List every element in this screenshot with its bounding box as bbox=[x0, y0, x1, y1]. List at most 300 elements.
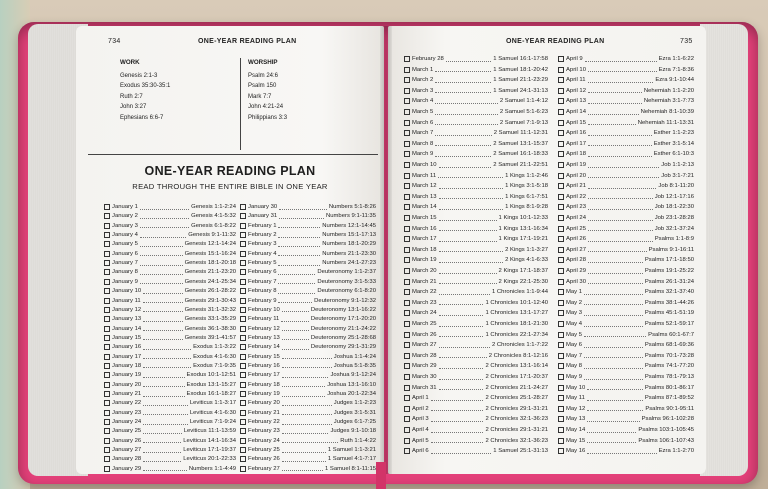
checkbox-icon[interactable] bbox=[404, 416, 410, 422]
running-header-right: ONE-YEAR READING PLAN bbox=[506, 38, 605, 45]
checkbox-icon[interactable] bbox=[240, 344, 246, 350]
checkbox-icon[interactable] bbox=[404, 183, 410, 189]
checkbox-icon[interactable] bbox=[104, 419, 110, 425]
checkbox-icon[interactable] bbox=[404, 300, 410, 306]
reading-row bbox=[404, 287, 548, 297]
checkbox-icon[interactable] bbox=[404, 279, 410, 285]
checkbox-icon[interactable] bbox=[104, 372, 110, 378]
checkbox-icon[interactable] bbox=[240, 232, 246, 238]
checkbox-icon[interactable] bbox=[104, 456, 110, 462]
checkbox-icon[interactable] bbox=[404, 385, 410, 391]
reading-passage: Numbers 1:1-4:49 bbox=[188, 465, 236, 472]
plan-title: ONE-YEAR READING PLAN bbox=[144, 164, 316, 178]
worship-heading: WORSHIP bbox=[248, 59, 278, 66]
checkbox-icon[interactable] bbox=[558, 257, 564, 263]
checkbox-icon[interactable] bbox=[404, 109, 410, 115]
reading-passage: Exodus 4:1-6:30 bbox=[193, 353, 236, 360]
reading-row bbox=[558, 351, 694, 361]
reading-row bbox=[404, 436, 548, 446]
checkbox-icon[interactable] bbox=[404, 438, 410, 444]
checkbox-icon[interactable] bbox=[558, 353, 564, 359]
checkbox-icon[interactable] bbox=[240, 251, 246, 257]
reading-date: February 19 bbox=[248, 391, 280, 397]
reading-date: March 6 bbox=[412, 119, 434, 126]
checkbox-icon[interactable] bbox=[104, 400, 110, 406]
reading-date: April 16 bbox=[566, 130, 586, 137]
checkbox-icon[interactable] bbox=[404, 120, 410, 126]
dot-leader bbox=[588, 279, 643, 284]
checkbox-icon[interactable] bbox=[404, 247, 410, 253]
checkbox-icon[interactable] bbox=[558, 363, 564, 369]
reading-passage: Job 1:1-2:13 bbox=[661, 162, 694, 168]
checkbox-icon[interactable] bbox=[240, 241, 246, 247]
reading-date: March 26 bbox=[412, 331, 437, 338]
dot-leader bbox=[140, 223, 189, 228]
reading-passage: 2 Samuel 7:1-9:13 bbox=[499, 119, 548, 126]
reading-passage: Numbers 24:1-27:23 bbox=[322, 260, 376, 267]
checkbox-icon[interactable] bbox=[558, 332, 564, 338]
dot-leader bbox=[282, 345, 309, 350]
checkbox-icon[interactable] bbox=[240, 288, 246, 294]
reading-date: February 7 bbox=[248, 278, 277, 285]
reading-date: April 4 bbox=[412, 427, 429, 433]
dot-leader bbox=[278, 242, 320, 247]
reading-date: February 2 bbox=[248, 232, 277, 239]
checkbox-icon[interactable] bbox=[404, 204, 410, 210]
reading-date: April 24 bbox=[566, 215, 586, 221]
left-page bbox=[76, 26, 384, 474]
reading-row bbox=[558, 255, 694, 265]
reading-passage: 1 Kings 10:1-12:33 bbox=[498, 215, 548, 221]
reading-passage: Job 32:1-37:24 bbox=[654, 225, 694, 232]
checkbox-icon[interactable] bbox=[404, 363, 410, 369]
reading-passage: Numbers 5:1-8:26 bbox=[328, 204, 376, 210]
checkbox-icon[interactable] bbox=[240, 391, 246, 397]
reading-row bbox=[404, 86, 548, 96]
work-reading: Exodus 35:30-35:1 bbox=[120, 83, 171, 89]
reading-passage: Ruth 1:1-4:22 bbox=[340, 437, 376, 444]
reading-passage: Psalms 106:1-107:43 bbox=[638, 437, 694, 444]
checkbox-icon[interactable] bbox=[558, 427, 564, 433]
checkbox-icon[interactable] bbox=[404, 194, 410, 200]
reading-passage: 2 Chronicles 32:1-36:23 bbox=[485, 416, 548, 423]
reading-passage: Joshua 9:1-12:24 bbox=[330, 372, 376, 379]
checkbox-icon[interactable] bbox=[404, 77, 410, 83]
reading-row bbox=[404, 404, 548, 414]
reading-passage: Deuteronomy 21:1-24:22 bbox=[310, 325, 376, 332]
reading-passage: Job 3:1-7:21 bbox=[661, 172, 694, 179]
checkbox-icon[interactable] bbox=[104, 232, 110, 238]
reading-passage: Deuteronomy 1:1-2:37 bbox=[317, 269, 376, 276]
checkbox-icon[interactable] bbox=[240, 326, 246, 332]
checkbox-icon[interactable] bbox=[558, 385, 564, 391]
dot-leader bbox=[588, 247, 647, 252]
reading-passage: Nehemiah 3:1-7:73 bbox=[643, 98, 694, 105]
checkbox-icon[interactable] bbox=[404, 353, 410, 359]
reading-passage: Psalms 80:1-86:17 bbox=[644, 384, 694, 391]
checkbox-icon[interactable] bbox=[104, 213, 110, 219]
checkbox-icon[interactable] bbox=[104, 466, 110, 472]
checkbox-icon[interactable] bbox=[104, 382, 110, 388]
checkbox-icon[interactable] bbox=[104, 410, 110, 416]
checkbox-icon[interactable] bbox=[558, 183, 564, 189]
checkbox-icon[interactable] bbox=[104, 288, 110, 294]
reading-passage: 1 Samuel 24:1-31:13 bbox=[493, 87, 548, 94]
reading-date: February 10 bbox=[248, 306, 280, 313]
reading-date: January 19 bbox=[112, 372, 142, 379]
dot-leader bbox=[282, 335, 309, 340]
dot-leader bbox=[278, 279, 315, 284]
checkbox-icon[interactable] bbox=[404, 98, 410, 104]
page-edges-right bbox=[700, 24, 748, 476]
dot-leader bbox=[282, 429, 329, 434]
reading-passage: 2 Chronicles 17:1-20:37 bbox=[485, 374, 548, 380]
ribbon-marker bbox=[376, 462, 386, 489]
checkbox-icon[interactable] bbox=[558, 173, 564, 179]
checkbox-icon[interactable] bbox=[558, 226, 564, 232]
reading-row bbox=[558, 139, 694, 149]
checkbox-icon[interactable] bbox=[104, 354, 110, 360]
checkbox-icon[interactable] bbox=[404, 151, 410, 157]
reading-passage: Exodus 1:1-3:22 bbox=[193, 344, 236, 351]
checkbox-icon[interactable] bbox=[104, 241, 110, 247]
reading-passage: Deuteronomy 6:1-8:20 bbox=[317, 288, 376, 295]
checkbox-icon[interactable] bbox=[404, 236, 410, 242]
checkbox-icon[interactable] bbox=[404, 448, 410, 454]
checkbox-icon[interactable] bbox=[558, 395, 564, 401]
reading-date: January 5 bbox=[112, 241, 138, 248]
checkbox-icon[interactable] bbox=[404, 395, 410, 401]
reading-row bbox=[404, 245, 548, 255]
checkbox-icon[interactable] bbox=[404, 310, 410, 316]
checkbox-icon[interactable] bbox=[558, 310, 564, 316]
reading-date: April 5 bbox=[412, 437, 429, 444]
reading-passage: Psalms 9:1-16:11 bbox=[648, 246, 694, 253]
reading-row bbox=[404, 118, 548, 128]
reading-passage: Psalms 52:1-59:17 bbox=[644, 321, 694, 327]
checkbox-icon[interactable] bbox=[558, 374, 564, 380]
dot-leader bbox=[587, 385, 643, 390]
dot-leader bbox=[584, 353, 643, 358]
checkbox-icon[interactable] bbox=[558, 406, 564, 412]
reading-passage: Deuteronomy 13:1-16:22 bbox=[310, 306, 376, 313]
reading-passage: 2 Kings 1:1-3:27 bbox=[505, 246, 548, 253]
reading-passage: Leviticus 7:1-9:24 bbox=[189, 419, 236, 426]
worship-reading: Philippians 3:3 bbox=[248, 114, 288, 121]
dot-leader bbox=[278, 270, 315, 275]
checkbox-icon[interactable] bbox=[240, 428, 246, 434]
reading-passage: Genesis 36:1-38:30 bbox=[184, 325, 236, 332]
reading-passage: 2 Samuel 13:1-15:37 bbox=[493, 140, 548, 147]
reading-row bbox=[558, 287, 694, 297]
reading-date: January 15 bbox=[112, 334, 142, 341]
checkbox-icon[interactable] bbox=[104, 260, 110, 266]
reading-date: January 10 bbox=[112, 288, 142, 295]
reading-date: February 12 bbox=[248, 325, 280, 332]
checkbox-icon[interactable] bbox=[240, 382, 246, 388]
checkbox-icon[interactable] bbox=[104, 391, 110, 397]
dot-leader bbox=[588, 194, 653, 199]
checkbox-icon[interactable] bbox=[240, 354, 246, 360]
reading-date: February 1 bbox=[248, 222, 277, 229]
checkbox-icon[interactable] bbox=[558, 289, 564, 295]
reading-passage: Psalms 96:1-102:28 bbox=[641, 416, 694, 423]
checkbox-icon[interactable] bbox=[404, 289, 410, 295]
checkbox-icon[interactable] bbox=[558, 247, 564, 253]
checkbox-icon[interactable] bbox=[558, 67, 564, 73]
checkbox-icon[interactable] bbox=[558, 141, 564, 147]
checkbox-icon[interactable] bbox=[240, 269, 246, 275]
reading-passage: 2 Chronicles 32:1-36:23 bbox=[485, 437, 548, 444]
checkbox-icon[interactable] bbox=[404, 226, 410, 232]
checkbox-icon[interactable] bbox=[558, 120, 564, 126]
reading-row bbox=[558, 86, 694, 96]
dot-leader bbox=[140, 251, 183, 256]
checkbox-icon[interactable] bbox=[104, 204, 110, 210]
dot-leader bbox=[588, 67, 657, 72]
work-column bbox=[120, 58, 170, 123]
dot-leader bbox=[439, 279, 497, 284]
checkbox-icon[interactable] bbox=[404, 130, 410, 136]
reading-passage: Judges 1:1-2:23 bbox=[333, 400, 376, 407]
reading-date: March 10 bbox=[412, 162, 437, 168]
checkbox-icon[interactable] bbox=[404, 374, 410, 380]
reading-passage: 2 Kings 22:1-25:30 bbox=[498, 278, 548, 285]
checkbox-icon[interactable] bbox=[240, 410, 246, 416]
reading-date: April 6 bbox=[412, 448, 429, 455]
reading-passage: Psalms 103:1-105:45 bbox=[638, 427, 694, 433]
checkbox-icon[interactable] bbox=[104, 363, 110, 369]
reading-passage: Job 23:1-28:28 bbox=[654, 215, 694, 221]
dot-leader bbox=[435, 67, 491, 72]
checkbox-icon[interactable] bbox=[240, 260, 246, 266]
checkbox-icon[interactable] bbox=[104, 223, 110, 229]
checkbox-icon[interactable] bbox=[240, 298, 246, 304]
checkbox-icon[interactable] bbox=[104, 269, 110, 275]
checkbox-icon[interactable] bbox=[558, 130, 564, 136]
reading-passage: Esther 1:1-2:23 bbox=[653, 130, 694, 137]
checkbox-icon[interactable] bbox=[240, 213, 246, 219]
checkbox-icon[interactable] bbox=[104, 298, 110, 304]
checkbox-icon[interactable] bbox=[558, 204, 564, 210]
reading-passage: Numbers 9:1-11:35 bbox=[326, 213, 376, 220]
dot-leader bbox=[435, 110, 498, 115]
dot-leader bbox=[435, 99, 498, 104]
reading-date: January 20 bbox=[112, 381, 142, 388]
dot-leader bbox=[143, 289, 182, 294]
reading-passage: Ezra 7:1-8:36 bbox=[658, 66, 694, 73]
reading-row bbox=[404, 181, 548, 191]
checkbox-icon[interactable] bbox=[558, 448, 564, 454]
checkbox-icon[interactable] bbox=[404, 268, 410, 274]
reading-row bbox=[558, 96, 694, 106]
reading-date: January 6 bbox=[112, 250, 138, 257]
reading-date: April 12 bbox=[566, 87, 586, 94]
reading-passage: Leviticus 17:1-19:37 bbox=[183, 447, 236, 454]
reading-row bbox=[404, 361, 548, 371]
checkbox-icon[interactable] bbox=[104, 316, 110, 322]
checkbox-icon[interactable] bbox=[404, 332, 410, 338]
checkbox-icon[interactable] bbox=[404, 67, 410, 73]
checkbox-icon[interactable] bbox=[104, 428, 110, 434]
page-number-left: 734 bbox=[108, 38, 121, 45]
checkbox-icon[interactable] bbox=[240, 307, 246, 313]
checkbox-icon[interactable] bbox=[240, 438, 246, 444]
dot-leader bbox=[439, 300, 484, 305]
dot-leader bbox=[439, 385, 484, 390]
checkbox-icon[interactable] bbox=[558, 300, 564, 306]
reading-date: February 13 bbox=[248, 334, 280, 341]
reading-row bbox=[404, 298, 548, 308]
checkbox-icon[interactable] bbox=[104, 251, 110, 257]
reading-date: May 4 bbox=[566, 321, 583, 327]
reading-passage: Job 8:1-11:20 bbox=[658, 183, 694, 190]
reading-date: May 12 bbox=[566, 405, 586, 412]
reading-passage: 2 Samuel 11:1-12:31 bbox=[493, 130, 548, 137]
reading-passage: Joshua 20:1-22:34 bbox=[327, 391, 376, 397]
checkbox-icon[interactable] bbox=[240, 466, 246, 472]
dot-leader bbox=[588, 152, 652, 157]
reading-passage: 1 Chronicles 22:1-27:34 bbox=[485, 331, 548, 338]
checkbox-icon[interactable] bbox=[104, 279, 110, 285]
reading-row bbox=[404, 107, 548, 117]
checkbox-icon[interactable] bbox=[558, 279, 564, 285]
checkbox-icon[interactable] bbox=[558, 438, 564, 444]
reading-date: May 7 bbox=[566, 352, 583, 359]
dot-leader bbox=[588, 269, 643, 274]
checkbox-icon[interactable] bbox=[240, 419, 246, 425]
checkbox-icon[interactable] bbox=[240, 316, 246, 322]
dot-leader bbox=[143, 410, 188, 415]
checkbox-icon[interactable] bbox=[558, 56, 564, 62]
reading-passage: 1 Samuel 16:1-17:58 bbox=[493, 56, 548, 62]
reading-row bbox=[558, 393, 694, 403]
reading-row bbox=[240, 464, 376, 474]
dot-leader bbox=[282, 410, 332, 415]
dot-leader bbox=[143, 363, 191, 368]
plan-subtitle: READ THROUGH THE ENTIRE BIBLE IN ONE YEAR bbox=[132, 182, 328, 191]
checkbox-icon[interactable] bbox=[240, 335, 246, 341]
dot-leader bbox=[140, 261, 183, 266]
reading-date: January 14 bbox=[112, 325, 142, 332]
checkbox-icon[interactable] bbox=[240, 372, 246, 378]
reading-date: April 29 bbox=[566, 268, 586, 274]
checkbox-icon[interactable] bbox=[558, 342, 564, 348]
checkbox-icon[interactable] bbox=[558, 321, 564, 327]
checkbox-icon[interactable] bbox=[558, 194, 564, 200]
reading-passage: 2 Chronicles 25:1-28:27 bbox=[485, 395, 548, 402]
dot-leader bbox=[282, 466, 323, 471]
reading-row bbox=[558, 245, 694, 255]
checkbox-icon[interactable] bbox=[240, 223, 246, 229]
reading-date: February 16 bbox=[248, 362, 280, 369]
checkbox-icon[interactable] bbox=[404, 257, 410, 263]
reading-passage: Judges 3:1-5:31 bbox=[333, 409, 376, 416]
checkbox-icon[interactable] bbox=[104, 307, 110, 313]
reading-date: January 9 bbox=[112, 278, 138, 285]
checkbox-icon[interactable] bbox=[240, 363, 246, 369]
worship-reading: John 4:21-24 bbox=[248, 104, 284, 110]
dot-leader bbox=[278, 251, 320, 256]
checkbox-icon[interactable] bbox=[404, 342, 410, 348]
dot-leader bbox=[282, 326, 309, 331]
checkbox-icon[interactable] bbox=[240, 400, 246, 406]
checkbox-icon[interactable] bbox=[104, 335, 110, 341]
reading-date: March 30 bbox=[412, 374, 437, 380]
checkbox-icon[interactable] bbox=[240, 447, 246, 453]
checkbox-icon[interactable] bbox=[404, 141, 410, 147]
dot-leader bbox=[588, 88, 642, 93]
dot-leader bbox=[588, 226, 653, 231]
reading-date: February 26 bbox=[248, 456, 280, 463]
reading-passage: Psalms 87:1-89:52 bbox=[644, 395, 694, 402]
checkbox-icon[interactable] bbox=[240, 279, 246, 285]
checkbox-icon[interactable] bbox=[404, 88, 410, 94]
checkbox-icon[interactable] bbox=[104, 438, 110, 444]
checkbox-icon[interactable] bbox=[558, 88, 564, 94]
dot-leader bbox=[438, 173, 503, 178]
checkbox-icon[interactable] bbox=[558, 236, 564, 242]
checkbox-icon[interactable] bbox=[558, 215, 564, 221]
checkbox-icon[interactable] bbox=[404, 427, 410, 433]
checkbox-icon[interactable] bbox=[558, 416, 564, 422]
book-gutter bbox=[380, 26, 392, 474]
reading-date: May 13 bbox=[566, 416, 586, 423]
checkbox-icon[interactable] bbox=[240, 204, 246, 210]
reading-date: March 24 bbox=[412, 310, 437, 317]
dot-leader bbox=[282, 457, 326, 462]
checkbox-icon[interactable] bbox=[404, 162, 410, 168]
reading-date: January 13 bbox=[112, 316, 142, 323]
dot-leader bbox=[143, 307, 182, 312]
checkbox-icon[interactable] bbox=[240, 456, 246, 462]
checkbox-icon[interactable] bbox=[558, 109, 564, 115]
checkbox-icon[interactable] bbox=[404, 406, 410, 412]
checkbox-icon[interactable] bbox=[404, 56, 410, 62]
dot-leader bbox=[140, 214, 189, 219]
reading-date: May 16 bbox=[566, 448, 586, 455]
worship-column bbox=[248, 58, 287, 123]
reading-passage: Job 12:1-17:16 bbox=[654, 193, 694, 200]
checkbox-icon[interactable] bbox=[558, 162, 564, 168]
checkbox-icon[interactable] bbox=[404, 173, 410, 179]
checkbox-icon[interactable] bbox=[558, 98, 564, 104]
checkbox-icon[interactable] bbox=[404, 321, 410, 327]
checkbox-icon[interactable] bbox=[558, 268, 564, 274]
right-page bbox=[388, 26, 706, 474]
reading-row bbox=[558, 128, 694, 138]
reading-date: February 23 bbox=[248, 428, 280, 435]
box-divider bbox=[240, 58, 241, 150]
reading-passage: Ezra 1:1-2:70 bbox=[658, 448, 694, 455]
dot-leader bbox=[584, 290, 643, 295]
checkbox-icon[interactable] bbox=[558, 77, 564, 83]
reading-row bbox=[404, 351, 548, 361]
reading-row bbox=[404, 202, 548, 212]
checkbox-icon[interactable] bbox=[558, 151, 564, 157]
checkbox-icon[interactable] bbox=[104, 326, 110, 332]
dot-leader bbox=[584, 343, 643, 348]
dot-leader bbox=[435, 141, 491, 146]
dot-leader bbox=[143, 429, 182, 434]
checkbox-icon[interactable] bbox=[104, 344, 110, 350]
checkbox-icon[interactable] bbox=[404, 215, 410, 221]
reading-date: February 4 bbox=[248, 250, 277, 257]
checkbox-icon[interactable] bbox=[104, 447, 110, 453]
reading-date: April 30 bbox=[566, 278, 586, 285]
dot-leader bbox=[584, 322, 643, 327]
dot-leader bbox=[439, 343, 490, 348]
